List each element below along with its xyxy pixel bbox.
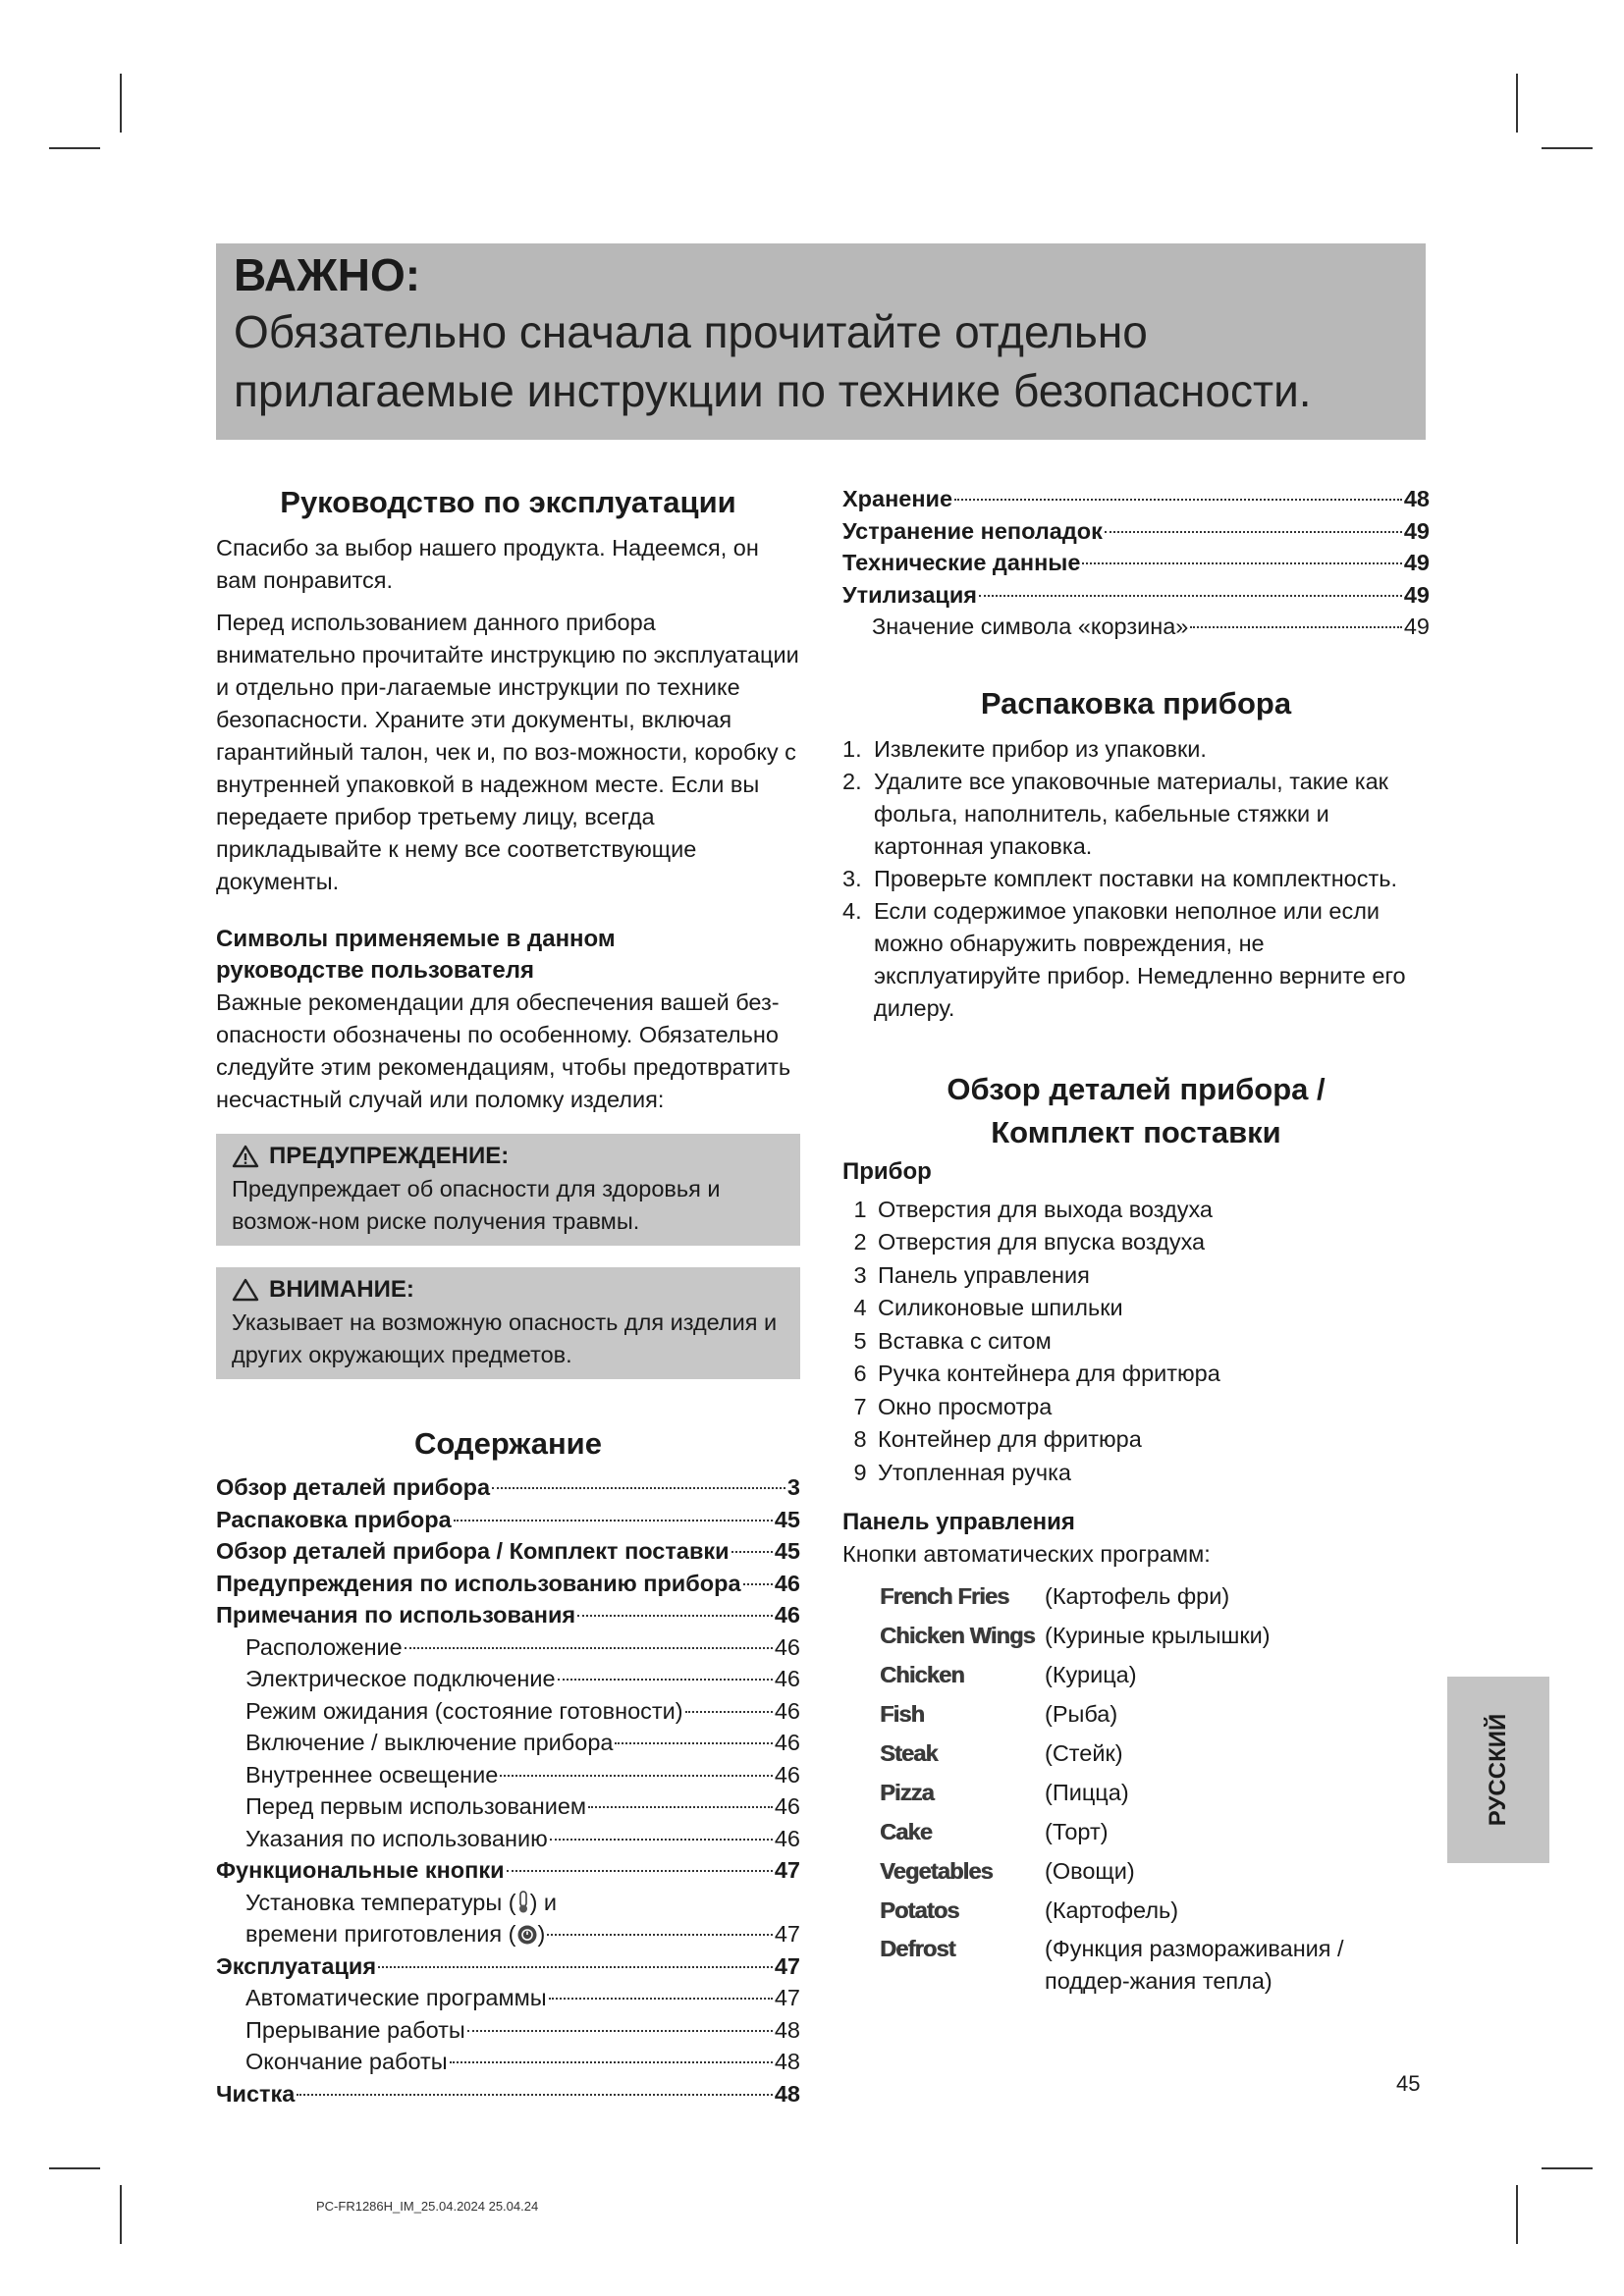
crop-mark [1516, 74, 1518, 133]
part-item: 4 Силиконовые шпильки [853, 1295, 1123, 1320]
caution-title: ВНИМАНИЕ: [269, 1276, 414, 1303]
important-text: Обязательно сначала прочитайте отдельно прилагаемые инструкции по технике безопасности. [234, 306, 1312, 416]
crop-mark [49, 147, 100, 149]
part-item: 7 Окно просмотра [853, 1393, 1053, 1419]
crop-mark [1542, 2167, 1593, 2169]
language-tab [1447, 1677, 1549, 1863]
program-row [880, 1812, 1430, 1851]
program-row [880, 1891, 1430, 1930]
crop-mark [1542, 147, 1593, 149]
unpacking-step: 3. Проверьте комплект поставки на комплектность. [842, 865, 1398, 891]
program-description: (Функция размораживания / поддер-жания тепла) [1045, 1936, 1344, 1994]
program-key: Potatos [880, 1897, 959, 1923]
program-key: Chicken [880, 1662, 964, 1687]
program-description: (Пицца) [1045, 1780, 1129, 1805]
program-row [880, 1655, 1430, 1694]
warning-box [216, 1134, 800, 1246]
contents-item[interactable]: Внутреннее освещение 46 [245, 1761, 800, 1788]
contents-item[interactable]: Расположение 46 [245, 1633, 800, 1660]
warning-title: ПРЕДУПРЕЖДЕНИЕ: [269, 1143, 510, 1169]
contents-item[interactable]: Прерывание работы 48 [245, 2016, 800, 2043]
program-key: Steak [880, 1740, 938, 1766]
contents-item[interactable]: Электрическое подключение 46 [245, 1666, 800, 1691]
warning-text: Предупреждает об опасности для здоровья и возмож-ном риске получения травмы. [232, 1176, 721, 1234]
program-key: Fish [880, 1701, 925, 1727]
contents-item[interactable]: Распаковка прибора 45 [216, 1506, 800, 1532]
unpacking-step: 2. Удалите все упаковочные материалы, такие как фольга, наполнитель, кабельные стяжки и картонная упаковка. [842, 768, 1388, 859]
panel-intro: Кнопки автоматических программ: [842, 1541, 1211, 1567]
program-description: (Куриные крылышки) [1045, 1623, 1271, 1648]
contents-item[interactable]: Значение символа «корзина» 49 [872, 614, 1430, 639]
program-row [880, 1576, 1430, 1616]
part-item: 3 Панель управления [853, 1261, 1090, 1288]
program-key: Cake [880, 1819, 932, 1844]
unpacking-heading: Распаковка прибора [980, 685, 1292, 721]
contents-item[interactable]: Утилизация 49 [842, 581, 1430, 608]
program-description: (Овощи) [1045, 1858, 1135, 1884]
program-row [880, 1616, 1430, 1655]
program-description: (Стейк) [1045, 1740, 1123, 1766]
warning-triangle-icon [232, 1145, 259, 1168]
manual-instructions: Перед использованием данного прибора внимательно прочитайте инструкцию по эксплуатации и отдельно при-лагаемые инструкции по технике безопасности. Храните эти документы, включая гарантийный талон, чек и, по воз-можности, коробку с внутренней упаковкой в надежном месте. Если вы передаете прибор третьему лицу, всегда прикладывайте к нему все соответствующие документы. [216, 610, 799, 894]
program-row [880, 1734, 1430, 1773]
contents-item[interactable]: Предупреждения по использованию прибора 46 [216, 1570, 800, 1596]
contents-item[interactable]: Хранение 48 [842, 486, 1430, 511]
contents-item[interactable]: Функциональные кнопки 47 [216, 1857, 800, 1883]
program-description: (Торт) [1045, 1819, 1109, 1844]
overview-heading-line1: Обзор деталей прибора / [947, 1071, 1326, 1106]
language-tab-label: РУССКИЙ [1485, 1713, 1511, 1827]
manual-intro: Спасибо за выбор нашего продукта. Надеемся, он вам понравится. [216, 535, 759, 593]
crop-mark [120, 74, 122, 133]
contents-heading: Содержание [414, 1426, 602, 1461]
unpacking-step: 4. Если содержимое упаковки неполное или если можно обнаружить повреждения, не эксплуатируйте прибор. Немедленно верните его дилеру. [842, 897, 1406, 1021]
contents-item-temperature[interactable]: Установка температуры ( ) и времени приготовления ( ) 47 [245, 1889, 800, 1947]
program-row [880, 1694, 1430, 1734]
program-key: Defrost [880, 1936, 955, 1961]
manual-heading: Руководство по эксплуатации [280, 485, 736, 519]
contents-item[interactable]: Обзор деталей прибора 3 [216, 1474, 800, 1500]
overview-heading-line2: Комплект поставки [991, 1114, 1281, 1149]
parts-list [842, 1194, 1430, 1490]
crop-mark [49, 2167, 100, 2169]
timer-icon [516, 1924, 538, 1946]
contents-list [216, 1471, 800, 1887]
programs-table [880, 1576, 1430, 1998]
program-row [880, 1933, 1430, 1998]
part-item: 2 Отверстия для впуска воздуха [853, 1229, 1206, 1255]
part-item: 6 Ручка контейнера для фритюра [853, 1361, 1220, 1386]
program-key: Vegetables [880, 1858, 993, 1884]
caution-box [216, 1267, 800, 1379]
important-title: ВАЖНО: [234, 249, 421, 300]
contents-list-continued [216, 1950, 800, 2110]
important-banner [216, 243, 1426, 440]
contents-item[interactable]: Чистка 48 [216, 2080, 800, 2107]
program-row [880, 1773, 1430, 1812]
program-description: (Картофель фри) [1045, 1583, 1230, 1609]
right-column [842, 481, 1430, 1998]
contents-item[interactable]: Эксплуатация 47 [216, 1952, 800, 1979]
device-label: Прибор [842, 1157, 932, 1185]
thermometer-icon [516, 1891, 530, 1914]
part-item: 5 Вставка с ситом [853, 1327, 1052, 1354]
page-number: 45 [1396, 2071, 1421, 2096]
contents-item[interactable]: Устранение неполадок 49 [842, 517, 1430, 544]
contents-item[interactable]: Перед первым использованием 46 [245, 1793, 800, 1819]
contents-item[interactable]: Обзор деталей прибора / Комплект поставки 45 [216, 1538, 800, 1564]
part-item: 9 Утопленная ручка [853, 1459, 1071, 1485]
program-key: French Fries [880, 1583, 1009, 1609]
contents-item[interactable]: Окончание работы 48 [245, 2049, 800, 2074]
program-description: (Рыба) [1045, 1701, 1118, 1727]
contents-item[interactable]: Указания по использованию 46 [245, 1825, 800, 1851]
unpacking-steps [842, 733, 1430, 1025]
contents-item[interactable]: Примечания по использования 46 [216, 1602, 800, 1628]
panel-label: Панель управления [842, 1509, 1075, 1535]
unpacking-step: 1. Извлеките прибор из упаковки. [842, 735, 1207, 762]
contents-list-right [842, 483, 1430, 643]
crop-mark [120, 2185, 122, 2244]
program-description: (Картофель) [1045, 1897, 1179, 1923]
caution-triangle-icon [232, 1278, 259, 1302]
left-column [216, 481, 800, 2109]
document-id: PC-FR1286H_IM_25.04.2024 25.04.24 [316, 2199, 539, 2214]
symbols-heading: Символы применяемые в данном руководстве пользователя [216, 926, 616, 984]
symbols-text: Важные рекомендации для обеспечения вашей без-опасности обозначены по особенному. Обязательно следуйте этим рекомендациям, чтобы предотвратить несчастный случай или поломку изделия: [216, 989, 791, 1112]
crop-mark [1516, 2185, 1518, 2244]
contents-item[interactable]: Режим ожидания (состояние готовности) 46 [245, 1697, 800, 1724]
part-item: 1 Отверстия для выхода воздуха [853, 1196, 1214, 1222]
contents-item[interactable]: Автоматические программы 47 [245, 1985, 800, 2010]
part-item: 8 Контейнер для фритюра [853, 1426, 1142, 1452]
caution-text: Указывает на возможную опасность для изделия и других окружающих предметов. [232, 1309, 778, 1367]
program-description: (Курица) [1045, 1662, 1137, 1687]
program-key: Chicken Wings [880, 1623, 1035, 1648]
contents-item[interactable]: Технические данные 49 [842, 550, 1430, 575]
program-key: Pizza [880, 1780, 934, 1805]
contents-item[interactable]: Включение / выключение прибора 46 [245, 1730, 800, 1755]
program-row [880, 1851, 1430, 1891]
